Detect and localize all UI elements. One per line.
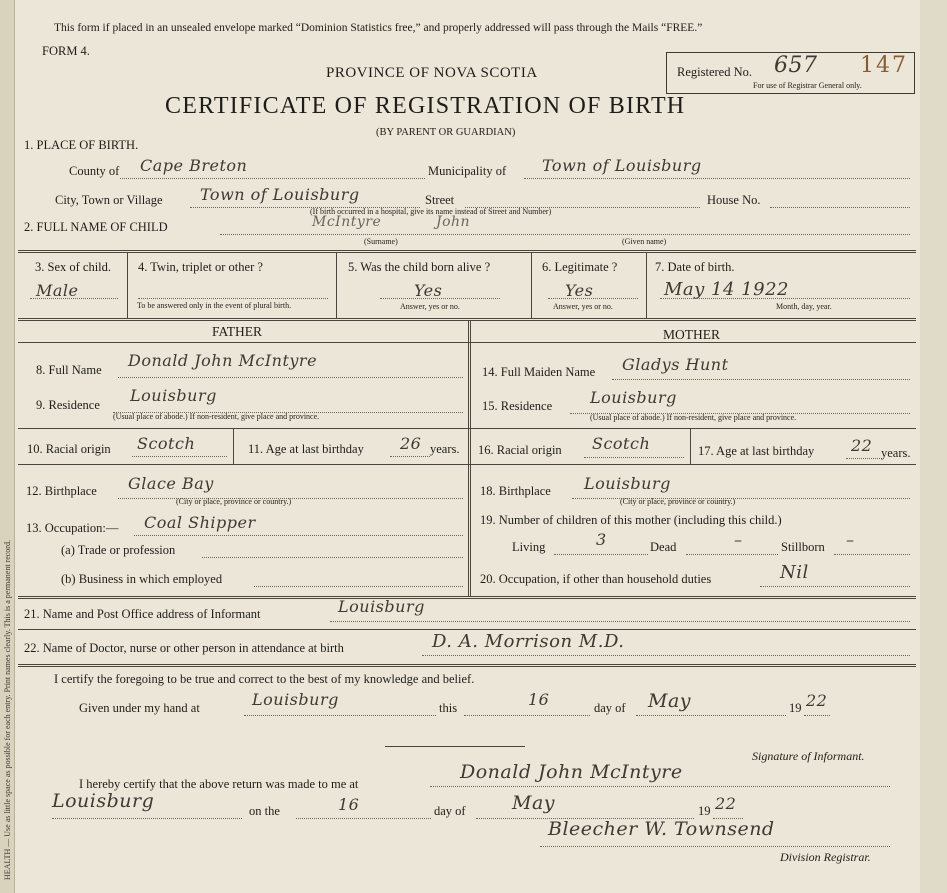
father-years: years. [430, 442, 460, 456]
father-age: 26 [400, 434, 422, 453]
birth-date-value: May 14 1922 [664, 279, 789, 300]
page-edge [920, 0, 947, 893]
registered-handwritten: 657 [774, 53, 818, 78]
registered-number-box [666, 52, 915, 94]
mother-occupation-label: 20. Occupation, if other than household duties [480, 572, 712, 586]
place-heading: 1. PLACE OF BIRTH. [24, 138, 139, 152]
given-year: 22 [806, 691, 828, 710]
child-given-name: John [436, 214, 471, 230]
spine-text: HEALTH — Use as little space as possible for each entry. Print names clearly. This is a permanent record. [3, 540, 12, 880]
county-label: County of [69, 164, 120, 178]
informant-signature: Donald John McIntyre [460, 761, 683, 783]
mother-residence-note: (Usual place of abode.) If non-resident, give place and province. [590, 413, 797, 422]
mother-name-label: 14. Full Maiden Name [482, 365, 596, 379]
mother-occupation: Nil [780, 562, 809, 583]
mother-birthplace: Louisburg [584, 474, 671, 493]
given-under-label: Given under my hand at [79, 701, 200, 715]
informant-signature-label: Signature of Informant. [752, 749, 865, 763]
father-trade-label: (a) Trade or profession [61, 543, 176, 557]
this-label: this [439, 701, 458, 715]
father-residence: Louisburg [130, 386, 217, 405]
sex-value: Male [36, 281, 79, 300]
stillborn-label: Stillborn [781, 540, 825, 554]
page-title: CERTIFICATE OF REGISTRATION OF BIRTH [165, 93, 686, 119]
given-year-prefix: 19 [789, 701, 802, 715]
doctor-value: D. A. Morrison M.D. [432, 631, 625, 652]
mother-racial-label: 16. Racial origin [478, 443, 562, 457]
children-count-label: 19. Number of children of this mother (including this child.) [480, 513, 782, 527]
birth-date-note: Month, day, year. [776, 302, 832, 311]
mother-age-label: 17. Age at last birthday [698, 444, 815, 458]
mother-name: Gladys Hunt [622, 355, 729, 374]
father-birthplace-note: (City or place, province or country.) [176, 497, 292, 506]
mother-residence-label: 15. Residence [482, 399, 553, 413]
sex-label: 3. Sex of child. [35, 260, 112, 274]
alive-note: Answer, yes or no. [400, 302, 460, 311]
registered-label: Registered No. [677, 65, 752, 79]
registered-stamp: 147 [860, 53, 908, 78]
registrar-signature: Bleecher W. Townsend [548, 818, 775, 840]
city-label: City, Town or Village [55, 193, 163, 207]
registrar-year: 22 [715, 794, 737, 813]
mother-residence: Louisburg [590, 388, 677, 407]
living-label: Living [512, 540, 546, 554]
father-age-label: 11. Age at last birthday [248, 442, 364, 456]
father-residence-label: 9. Residence [36, 398, 100, 412]
city-value: Town of Louisburg [200, 185, 360, 204]
division-registrar-label: Division Registrar. [780, 850, 871, 864]
certify-statement: I certify the foregoing to be true and correct to the best of my knowledge and belief. [54, 672, 475, 686]
mother-age: 22 [851, 436, 873, 455]
street-note: (If birth occurred in a hospital, give its name instead of Street and Number) [310, 207, 552, 216]
birth-date-label: 7. Date of birth. [655, 260, 735, 274]
county-value: Cape Breton [140, 156, 248, 175]
dead-value: – [734, 530, 743, 549]
given-caption: (Given name) [622, 237, 667, 246]
given-dayof-label: day of [594, 701, 626, 715]
father-heading: FATHER [212, 324, 263, 339]
mother-heading: MOTHER [663, 327, 720, 342]
legitimate-note: Answer, yes or no. [553, 302, 613, 311]
father-birthplace: Glace Bay [128, 474, 214, 493]
mail-notice: This form if placed in an unsealed envelope marked “Dominion Statistics free,” and properly addressed will pass through the Mails “FREE.” [54, 22, 703, 34]
mother-birthplace-label: 18. Birthplace [480, 484, 551, 498]
living-value: 3 [596, 530, 607, 549]
informant-value: Louisburg [338, 597, 425, 616]
mother-racial: Scotch [592, 434, 651, 453]
informant-label: 21. Name and Post Office address of Informant [24, 607, 261, 621]
legitimate-value: Yes [565, 281, 594, 300]
registrar-dayof-label: day of [434, 804, 466, 818]
binding-spine [0, 0, 15, 893]
municipality-label: Municipality of [428, 164, 507, 178]
father-racial: Scotch [137, 434, 196, 453]
surname-caption: (Surname) [364, 237, 398, 246]
municipality-value: Town of Louisburg [542, 156, 702, 175]
given-day: 16 [528, 690, 550, 709]
father-birthplace-label: 12. Birthplace [26, 484, 97, 498]
page-subtitle: (BY PARENT OR GUARDIAN) [376, 127, 516, 138]
mother-years: years. [881, 446, 911, 460]
alive-value: Yes [414, 281, 443, 300]
mother-birthplace-note: (City or place, province or country.) [620, 497, 736, 506]
registrar-statement: I hereby certify that the above return was made to me at [79, 777, 359, 791]
registrar-place: Louisburg [52, 790, 155, 812]
street-label: Street [425, 193, 455, 207]
registrar-year-prefix: 19 [698, 804, 711, 818]
registered-note: For use of Registrar General only. [753, 81, 862, 90]
father-residence-note: (Usual place of abode.) If non-resident, give place and province. [113, 412, 320, 421]
child-surname: McIntyre [312, 214, 382, 230]
father-racial-label: 10. Racial origin [27, 442, 111, 456]
house-label: House No. [707, 193, 761, 207]
registrar-month: May [512, 792, 556, 814]
father-occupation: Coal Shipper [144, 513, 256, 532]
twin-label: 4. Twin, triplet or other ? [138, 260, 263, 274]
alive-label: 5. Was the child born alive ? [348, 260, 491, 274]
given-month: May [648, 690, 692, 712]
doctor-label: 22. Name of Doctor, nurse or other person in attendance at birth [24, 641, 344, 655]
form-number: FORM 4. [42, 44, 90, 58]
dead-label: Dead [650, 540, 677, 554]
child-name-label: 2. FULL NAME OF CHILD [24, 220, 168, 234]
father-name-label: 8. Full Name [36, 363, 102, 377]
father-name: Donald John McIntyre [128, 351, 318, 370]
given-place: Louisburg [252, 690, 339, 709]
father-business-label: (b) Business in which employed [61, 572, 223, 586]
father-occupation-label: 13. Occupation:— [26, 521, 119, 535]
registrar-on-label: on the [249, 804, 280, 818]
registrar-day: 16 [338, 795, 360, 814]
province-heading: PROVINCE OF NOVA SCOTIA [326, 65, 538, 81]
legitimate-label: 6. Legitimate ? [542, 260, 618, 274]
twin-note: To be answered only in the event of plural birth. [137, 301, 292, 310]
stillborn-value: – [846, 530, 855, 549]
